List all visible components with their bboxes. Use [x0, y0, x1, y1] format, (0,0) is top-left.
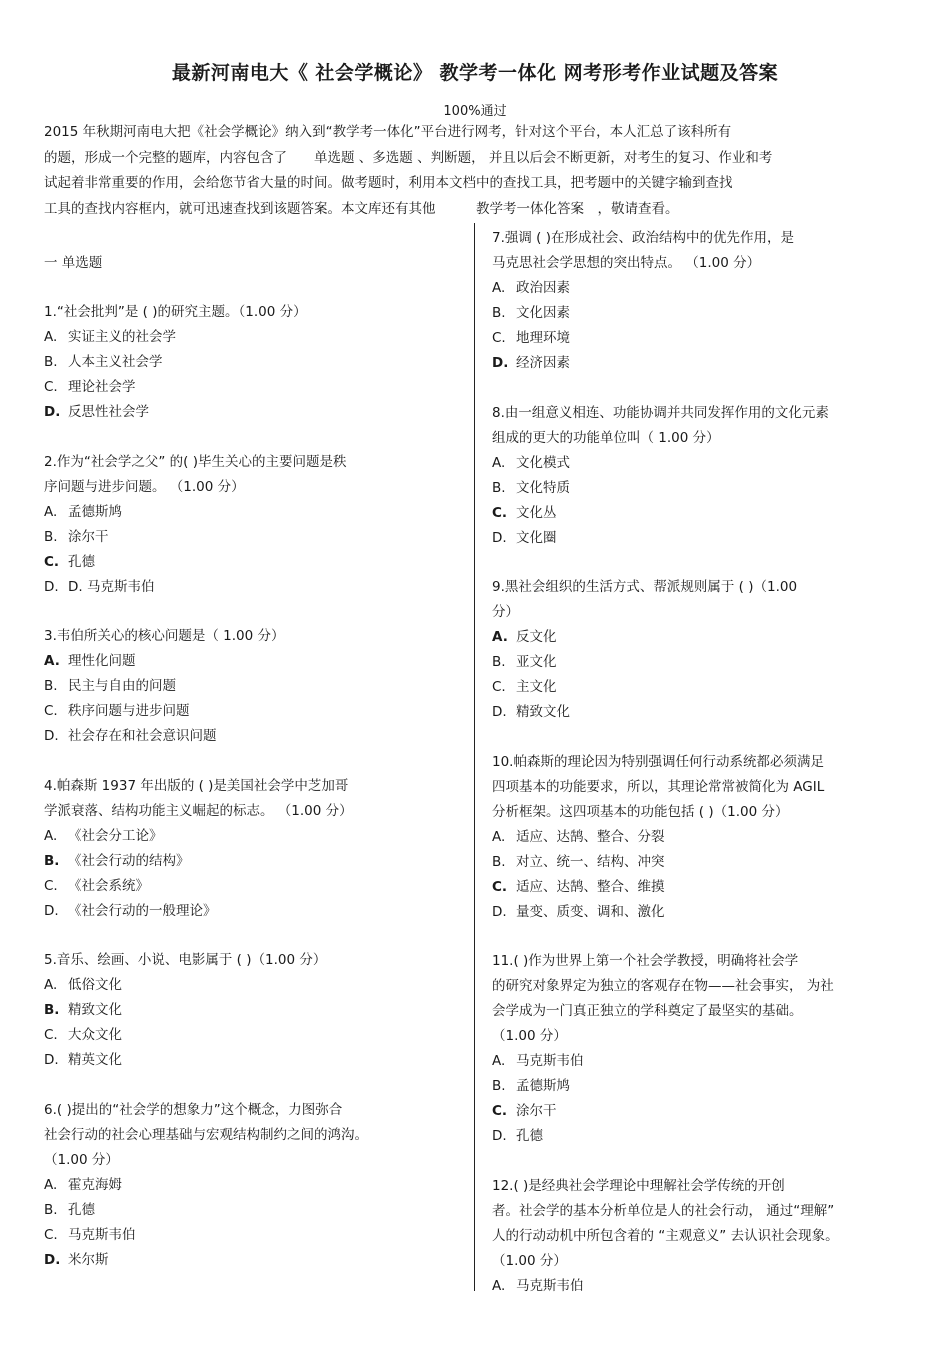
- option-text: 《社会行动的结构》: [68, 852, 190, 869]
- question-block: [44, 1098, 444, 1273]
- option-letter: B.: [492, 1078, 506, 1094]
- question-stem-line: 6.( )提出的“社会学的想象力”这个概念，力图弥合: [44, 1101, 343, 1118]
- option-text: 文化特质: [516, 479, 570, 496]
- option-text: 民主与自由的问题: [68, 678, 176, 694]
- answer-option: [492, 700, 908, 725]
- question-stem-line: 9.黑社会组织的生活方式、帮派规则属于 ( )（1.00: [492, 579, 798, 595]
- option-text: 适应、达鹄、整合、分裂: [516, 828, 665, 845]
- question-block: [492, 575, 908, 725]
- answer-option-correct: [44, 400, 444, 425]
- option-letter: D.: [44, 902, 59, 919]
- option-text: 对立、统一、结构、冲突: [516, 853, 665, 870]
- answer-option: [44, 525, 444, 550]
- option-letter: B.: [492, 479, 506, 496]
- option-text: 孔德: [68, 1201, 95, 1218]
- option-letter: B.: [44, 1002, 60, 1018]
- document-title: 最新河南电大《 社会学概论》 教学考一体化 网考形考作业试题及答案: [171, 62, 779, 84]
- option-letter: B.: [44, 354, 58, 370]
- answer-option: [44, 674, 444, 699]
- answer-option: [44, 1023, 444, 1048]
- option-text: 政治因素: [516, 280, 570, 296]
- option-text: 涂尔干: [516, 1103, 557, 1119]
- answer-option: [44, 1198, 444, 1223]
- option-text: 文化丛: [516, 504, 557, 521]
- answer-option: [44, 1223, 444, 1248]
- option-letter: C.: [44, 553, 60, 570]
- option-text: 理性化问题: [68, 653, 136, 669]
- option-letter: D.: [44, 404, 61, 420]
- option-text: 文化圈: [516, 529, 557, 546]
- answer-option-correct: [44, 1248, 444, 1273]
- option-text: 孟德斯鸠: [516, 1078, 570, 1094]
- question-stem-line: （1.00 分）: [492, 1028, 567, 1044]
- question-block: [492, 750, 908, 925]
- option-letter: B.: [492, 654, 506, 670]
- option-letter: D.: [44, 1251, 61, 1268]
- answer-option-correct: [492, 351, 908, 376]
- option-text: 经济因素: [516, 355, 570, 371]
- question-stem-line: （1.00 分）: [44, 1151, 119, 1168]
- answer-option: [492, 900, 908, 925]
- option-text: 文化模式: [516, 454, 570, 471]
- answer-option: [492, 1274, 908, 1299]
- option-letter: D.: [492, 1128, 507, 1144]
- option-letter: A.: [492, 1053, 506, 1069]
- option-letter: A.: [44, 503, 58, 520]
- option-letter: A.: [44, 653, 60, 669]
- option-letter: C.: [492, 330, 506, 346]
- question-block: [44, 450, 444, 600]
- option-letter: C.: [492, 1103, 508, 1119]
- question-stem-line: 学派衰落、结构功能主义崛起的标志。 （1.00 分）: [44, 802, 353, 819]
- option-letter: D.: [492, 529, 507, 546]
- answer-option-correct: [492, 625, 908, 650]
- question-block: [492, 401, 908, 551]
- option-text: 低俗文化: [68, 977, 122, 993]
- option-letter: A.: [492, 629, 508, 645]
- option-text: 文化因素: [516, 305, 570, 321]
- option-letter: B.: [492, 305, 506, 321]
- option-letter: A.: [492, 1277, 506, 1294]
- option-text: 量变、质变、调和、激化: [516, 903, 665, 920]
- option-text: 亚文化: [516, 654, 557, 670]
- answer-option: [492, 650, 908, 675]
- option-letter: B.: [44, 528, 58, 545]
- question-stem-line: 四项基本的功能要求，所以，其理论常常被简化为 AGIL: [492, 778, 825, 795]
- answer-option: [492, 301, 908, 326]
- option-letter: A.: [492, 828, 506, 845]
- question-stem-line: 5.音乐、绘画、小说、电影属于 ( )（1.00 分）: [44, 952, 327, 968]
- option-letter: C.: [492, 504, 508, 521]
- answer-option: [492, 326, 908, 351]
- question-stem-line: 1.“社会批判”是 ( )的研究主题。（1.00 分）: [44, 304, 307, 320]
- answer-option: [492, 1074, 908, 1099]
- intro-line: 工具的查找内容框内，就可迅速查找到该题答案。本文库还有其他 教学考一体化答案 ，敬请查看。: [44, 200, 679, 217]
- question-stem-line: 社会行动的社会心理基础与宏观结构制约之间的鸿沟。: [44, 1126, 368, 1143]
- column-divider: [474, 223, 475, 1291]
- question-stem-line: 会学成为一门真正独立的学科奠定了最坚实的基础。: [492, 1003, 803, 1019]
- option-text: 精英文化: [68, 1052, 122, 1068]
- question-stem-line: 11.( )作为世界上第一个社会学教授，明确将社会学: [492, 953, 799, 969]
- question-stem-line: （1.00 分）: [492, 1252, 567, 1269]
- intro-line: 的题，形成一个完整的题库，内容包含了 单选题 、多选题 、判断题， 并且以后会不断更新，对考生的复习、作业和考: [44, 149, 773, 166]
- option-text: 孔德: [68, 553, 95, 570]
- option-letter: C.: [44, 877, 58, 894]
- option-letter: C.: [44, 379, 58, 395]
- answer-option-correct: [44, 550, 444, 575]
- option-letter: A.: [492, 280, 506, 296]
- answer-option: [44, 899, 444, 924]
- answer-option-correct: [44, 649, 444, 674]
- question-stem-line: 8.由一组意义相连、功能协调并共同发挥作用的文化元素: [492, 404, 829, 421]
- question-stem-line: 者。社会学的基本分析单位是人的社会行动， 通过“理解”: [492, 1202, 835, 1219]
- option-letter: A.: [44, 1176, 58, 1193]
- question-block: [492, 949, 908, 1149]
- question-block: [44, 774, 444, 924]
- option-text: 孟德斯鸠: [68, 503, 122, 520]
- option-text: 社会存在和社会意识问题: [68, 728, 217, 744]
- answer-option: [44, 1048, 444, 1073]
- answer-option: [492, 1049, 908, 1074]
- answer-option: [492, 451, 908, 476]
- option-letter: C.: [44, 1027, 58, 1043]
- answer-option: [492, 850, 908, 875]
- answer-option-correct: [492, 875, 908, 900]
- option-text: 米尔斯: [68, 1251, 109, 1268]
- option-text: 反文化: [516, 629, 557, 645]
- answer-option-correct: [44, 998, 444, 1023]
- option-text: 实证主义的社会学: [68, 329, 176, 345]
- question-stem-line: 3.韦伯所关心的核心问题是（ 1.00 分）: [44, 628, 285, 644]
- answer-option: [492, 476, 908, 501]
- question-block: [44, 300, 444, 425]
- question-stem-line: 马克思社会学思想的突出特点。 （1.00 分）: [492, 255, 761, 271]
- answer-option: [492, 1124, 908, 1149]
- question-stem-line: 4.帕森斯 1937 年出版的 ( )是美国社会学中芝加哥: [44, 777, 349, 794]
- option-text: 《社会分工论》: [68, 827, 163, 844]
- question-stem-line: 分）: [492, 604, 519, 620]
- option-letter: B.: [492, 853, 506, 870]
- question-stem-line: 10.帕森斯的理论因为特别强调任何行动系统都必须满足: [492, 753, 824, 770]
- answer-option: [492, 825, 908, 850]
- option-text: 大众文化: [68, 1027, 122, 1043]
- answer-option: [44, 325, 444, 350]
- option-text: 涂尔干: [68, 528, 109, 545]
- option-letter: C.: [44, 1226, 58, 1243]
- option-text: 适应、达鹄、整合、维摸: [516, 878, 665, 895]
- option-letter: D.: [44, 578, 59, 595]
- question-block: [44, 948, 444, 1073]
- question-stem-line: 组成的更大的功能单位叫（ 1.00 分）: [492, 429, 720, 446]
- answer-option: [492, 526, 908, 551]
- option-text: 精致文化: [68, 1002, 122, 1018]
- question-block: [492, 226, 908, 376]
- option-text: 霍克海姆: [68, 1176, 122, 1193]
- answer-option: [44, 500, 444, 525]
- right-column: [492, 226, 908, 1299]
- intro-line: 试起着非常重要的作用，会给您节省大量的时间。做考题时，利用本文档中的查找工具，把考题中的关键字输到查找: [44, 175, 733, 191]
- answer-option: [44, 699, 444, 724]
- option-letter: B.: [44, 852, 60, 869]
- question-stem-line: 12.( )是经典社会学理论中理解社会学传统的开创: [492, 1177, 785, 1194]
- option-letter: A.: [44, 977, 58, 993]
- option-letter: B.: [44, 1201, 58, 1218]
- option-text: 《社会系统》: [68, 877, 149, 894]
- answer-option: [44, 350, 444, 375]
- answer-option: [44, 575, 444, 600]
- answer-option: [44, 375, 444, 400]
- option-text: 孔德: [516, 1128, 543, 1144]
- answer-option: [44, 1173, 444, 1198]
- question-stem-line: 序问题与进步问题。 （1.00 分）: [44, 478, 245, 495]
- option-letter: D.: [492, 704, 507, 720]
- option-text: 反思性社会学: [68, 404, 149, 420]
- question-block: [44, 624, 444, 749]
- option-letter: D.: [492, 355, 509, 371]
- option-letter: A.: [492, 454, 506, 471]
- option-text: 理论社会学: [68, 379, 136, 395]
- option-text: 《社会行动的一般理论》: [68, 902, 217, 919]
- intro-paragraph: [44, 120, 914, 222]
- option-letter: C.: [492, 679, 506, 695]
- option-letter: A.: [44, 827, 58, 844]
- answer-option: [492, 675, 908, 700]
- option-letter: B.: [44, 678, 58, 694]
- question-stem-line: 7.强调 ( )在形成社会、政治结构中的优先作用，是: [492, 230, 794, 246]
- answer-option: [44, 973, 444, 998]
- question-stem-line: 的研究对象界定为独立的客观存在物——社会事实， 为社: [492, 978, 834, 994]
- answer-option-correct: [492, 1099, 908, 1124]
- answer-option-correct: [492, 501, 908, 526]
- option-text: 精致文化: [516, 704, 570, 720]
- option-text: D. 马克斯韦伯: [68, 578, 155, 595]
- question-block: [492, 1174, 908, 1299]
- option-text: 主文化: [516, 679, 557, 695]
- question-stem-line: 2.作为“社会学之父” 的( )毕生关心的主要问题是秩: [44, 453, 347, 470]
- option-text: 秩序问题与进步问题: [68, 703, 190, 719]
- question-stem-line: 分析框架。这四项基本的功能包括 ( )（1.00 分）: [492, 803, 789, 820]
- option-text: 人本主义社会学: [68, 354, 163, 370]
- option-letter: C.: [44, 703, 58, 719]
- answer-option: [492, 276, 908, 301]
- answer-option-correct: [44, 849, 444, 874]
- intro-line: 2015 年秋期河南电大把《社会学概论》纳入到“教学考一体化”平台进行网考，针对这个平台，本人汇总了该科所有: [44, 124, 732, 140]
- answer-option: [44, 824, 444, 849]
- section-title: 一 单选题: [44, 254, 103, 271]
- option-letter: C.: [492, 878, 508, 895]
- option-text: 马克斯韦伯: [516, 1277, 584, 1294]
- option-letter: D.: [44, 1052, 59, 1068]
- option-letter: D.: [44, 728, 59, 744]
- answer-option: [44, 874, 444, 899]
- document-subtitle: 100%通过: [443, 104, 507, 119]
- option-text: 马克斯韦伯: [68, 1226, 136, 1243]
- option-letter: A.: [44, 329, 58, 345]
- question-stem-line: 人的行动动机中所包含着的 “主观意义” 去认识社会现象。: [492, 1227, 839, 1244]
- option-text: 马克斯韦伯: [516, 1053, 584, 1069]
- option-letter: D.: [492, 903, 507, 920]
- left-column: [44, 226, 444, 1273]
- option-text: 地理环境: [516, 330, 570, 346]
- answer-option: [44, 724, 444, 749]
